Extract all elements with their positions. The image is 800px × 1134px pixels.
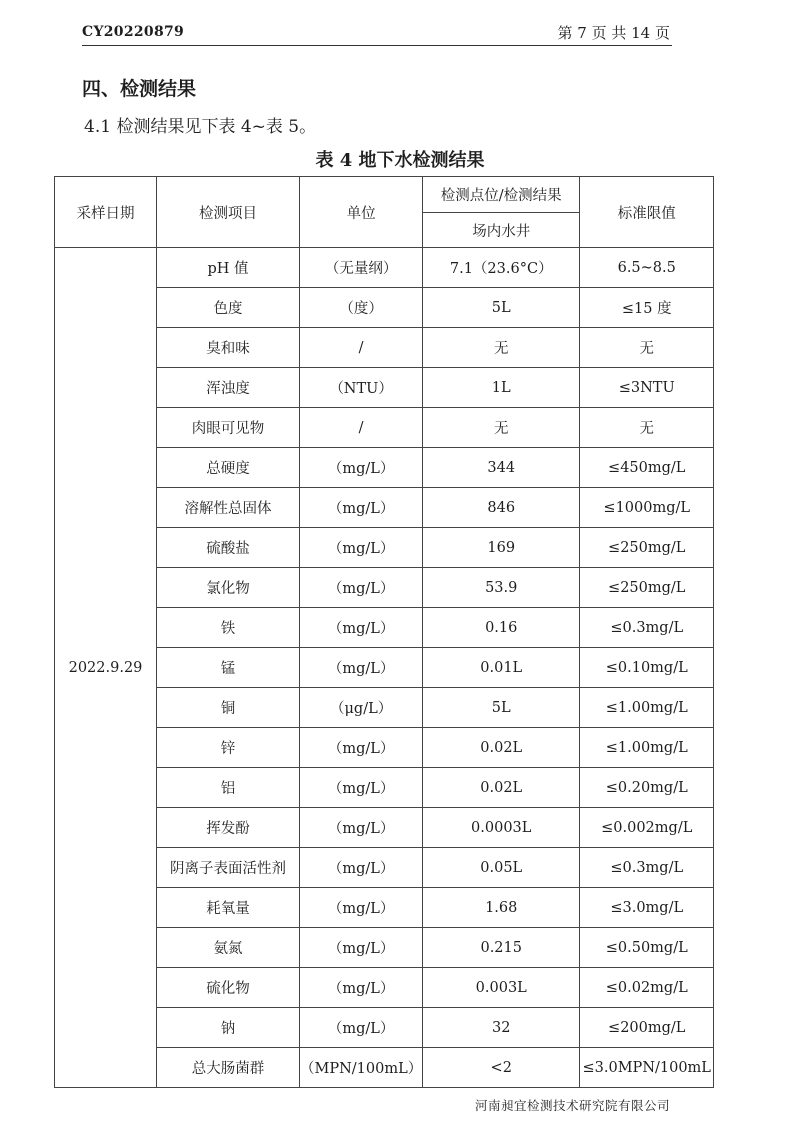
report-number: CY20220879 <box>82 24 185 40</box>
result-cell: 0.02L <box>423 728 580 768</box>
limit-cell: 无 <box>580 408 714 448</box>
result-cell: 53.9 <box>423 568 580 608</box>
item-cell: 浑浊度 <box>157 368 300 408</box>
col-header-point: 场内水井 <box>423 213 580 248</box>
intro-text: 4.1 检测结果见下表 4~表 5。 <box>84 117 317 137</box>
item-cell: 臭和味 <box>157 328 300 368</box>
result-cell: 0.16 <box>423 608 580 648</box>
result-cell: 0.01L <box>423 648 580 688</box>
limit-cell: ≤3NTU <box>580 368 714 408</box>
result-cell: 0.05L <box>423 848 580 888</box>
item-cell: 挥发酚 <box>157 808 300 848</box>
result-cell: 1L <box>423 368 580 408</box>
col-header-item: 检测项目 <box>157 177 300 248</box>
header-rule <box>82 45 672 46</box>
limit-cell: ≤3.0mg/L <box>580 888 714 928</box>
item-cell: 耗氧量 <box>157 888 300 928</box>
limit-cell: 无 <box>580 328 714 368</box>
result-cell: 32 <box>423 1008 580 1048</box>
item-cell: 铝 <box>157 768 300 808</box>
result-cell: 0.0003L <box>423 808 580 848</box>
unit-cell: （NTU） <box>300 368 423 408</box>
item-cell: 阴离子表面活性剂 <box>157 848 300 888</box>
unit-cell: （mg/L） <box>300 648 423 688</box>
col-header-date: 采样日期 <box>55 177 157 248</box>
limit-cell: ≤0.10mg/L <box>580 648 714 688</box>
item-cell: 氯化物 <box>157 568 300 608</box>
page-header <box>82 16 672 46</box>
result-cell: 无 <box>423 408 580 448</box>
unit-cell: （mg/L） <box>300 608 423 648</box>
unit-cell: （mg/L） <box>300 1008 423 1048</box>
item-cell: 钠 <box>157 1008 300 1048</box>
result-cell: 无 <box>423 328 580 368</box>
item-cell: 色度 <box>157 288 300 328</box>
result-cell: 0.003L <box>423 968 580 1008</box>
unit-cell: （无量纲） <box>300 248 423 288</box>
result-cell: 1.68 <box>423 888 580 928</box>
unit-cell: （μg/L） <box>300 688 423 728</box>
limit-cell: ≤200mg/L <box>580 1008 714 1048</box>
result-cell: 846 <box>423 488 580 528</box>
unit-cell: （MPN/100mL） <box>300 1048 423 1088</box>
limit-cell: ≤250mg/L <box>580 568 714 608</box>
limit-cell: ≤0.3mg/L <box>580 848 714 888</box>
unit-cell: / <box>300 328 423 368</box>
page-number: 第 7 页 共 14 页 <box>557 24 670 42</box>
limit-cell: ≤0.002mg/L <box>580 808 714 848</box>
limit-cell: ≤1000mg/L <box>580 488 714 528</box>
unit-cell: （mg/L） <box>300 928 423 968</box>
table-body <box>55 248 714 1088</box>
item-cell: 肉眼可见物 <box>157 408 300 448</box>
limit-cell: ≤0.20mg/L <box>580 768 714 808</box>
result-cell: 169 <box>423 528 580 568</box>
result-cell: 5L <box>423 688 580 728</box>
col-header-unit: 单位 <box>300 177 423 248</box>
table-header-row <box>55 177 714 213</box>
limit-cell: ≤3.0MPN/100mL <box>580 1048 714 1088</box>
item-cell: 总硬度 <box>157 448 300 488</box>
limit-cell: ≤0.3mg/L <box>580 608 714 648</box>
item-cell: 铜 <box>157 688 300 728</box>
item-cell: 硫酸盐 <box>157 528 300 568</box>
unit-cell: / <box>300 408 423 448</box>
result-cell: 7.1（23.6°C） <box>423 248 580 288</box>
result-cell: 0.02L <box>423 768 580 808</box>
item-cell: 锌 <box>157 728 300 768</box>
result-cell: 344 <box>423 448 580 488</box>
sample-date-cell: 2022.9.29 <box>55 248 157 1088</box>
limit-cell: 6.5~8.5 <box>580 248 714 288</box>
unit-cell: （mg/L） <box>300 968 423 1008</box>
limit-cell: ≤1.00mg/L <box>580 728 714 768</box>
unit-cell: （mg/L） <box>300 728 423 768</box>
results-table <box>54 176 714 1088</box>
unit-cell: （mg/L） <box>300 568 423 608</box>
unit-cell: （mg/L） <box>300 488 423 528</box>
footer-company: 河南昶宜检测技术研究院有限公司 <box>474 1098 670 1113</box>
item-cell: 铁 <box>157 608 300 648</box>
item-cell: 总大肠菌群 <box>157 1048 300 1088</box>
limit-cell: ≤15 度 <box>580 288 714 328</box>
item-cell: 锰 <box>157 648 300 688</box>
item-cell: 溶解性总固体 <box>157 488 300 528</box>
col-header-point-group: 检测点位/检测结果 <box>423 177 580 213</box>
unit-cell: （mg/L） <box>300 448 423 488</box>
item-cell: pH 值 <box>157 248 300 288</box>
limit-cell: ≤0.50mg/L <box>580 928 714 968</box>
limit-cell: ≤1.00mg/L <box>580 688 714 728</box>
item-cell: 硫化物 <box>157 968 300 1008</box>
unit-cell: （mg/L） <box>300 768 423 808</box>
item-cell: 氨氮 <box>157 928 300 968</box>
limit-cell: ≤0.02mg/L <box>580 968 714 1008</box>
section-heading: 四、检测结果 <box>82 78 197 100</box>
unit-cell: （mg/L） <box>300 888 423 928</box>
limit-cell: ≤250mg/L <box>580 528 714 568</box>
result-cell: <2 <box>423 1048 580 1088</box>
table-row <box>55 248 714 288</box>
result-cell: 5L <box>423 288 580 328</box>
unit-cell: （mg/L） <box>300 528 423 568</box>
limit-cell: ≤450mg/L <box>580 448 714 488</box>
unit-cell: （度） <box>300 288 423 328</box>
col-header-limit: 标准限值 <box>580 177 714 248</box>
unit-cell: （mg/L） <box>300 848 423 888</box>
table-caption: 表 4 地下水检测结果 <box>315 150 485 171</box>
result-cell: 0.215 <box>423 928 580 968</box>
unit-cell: （mg/L） <box>300 808 423 848</box>
